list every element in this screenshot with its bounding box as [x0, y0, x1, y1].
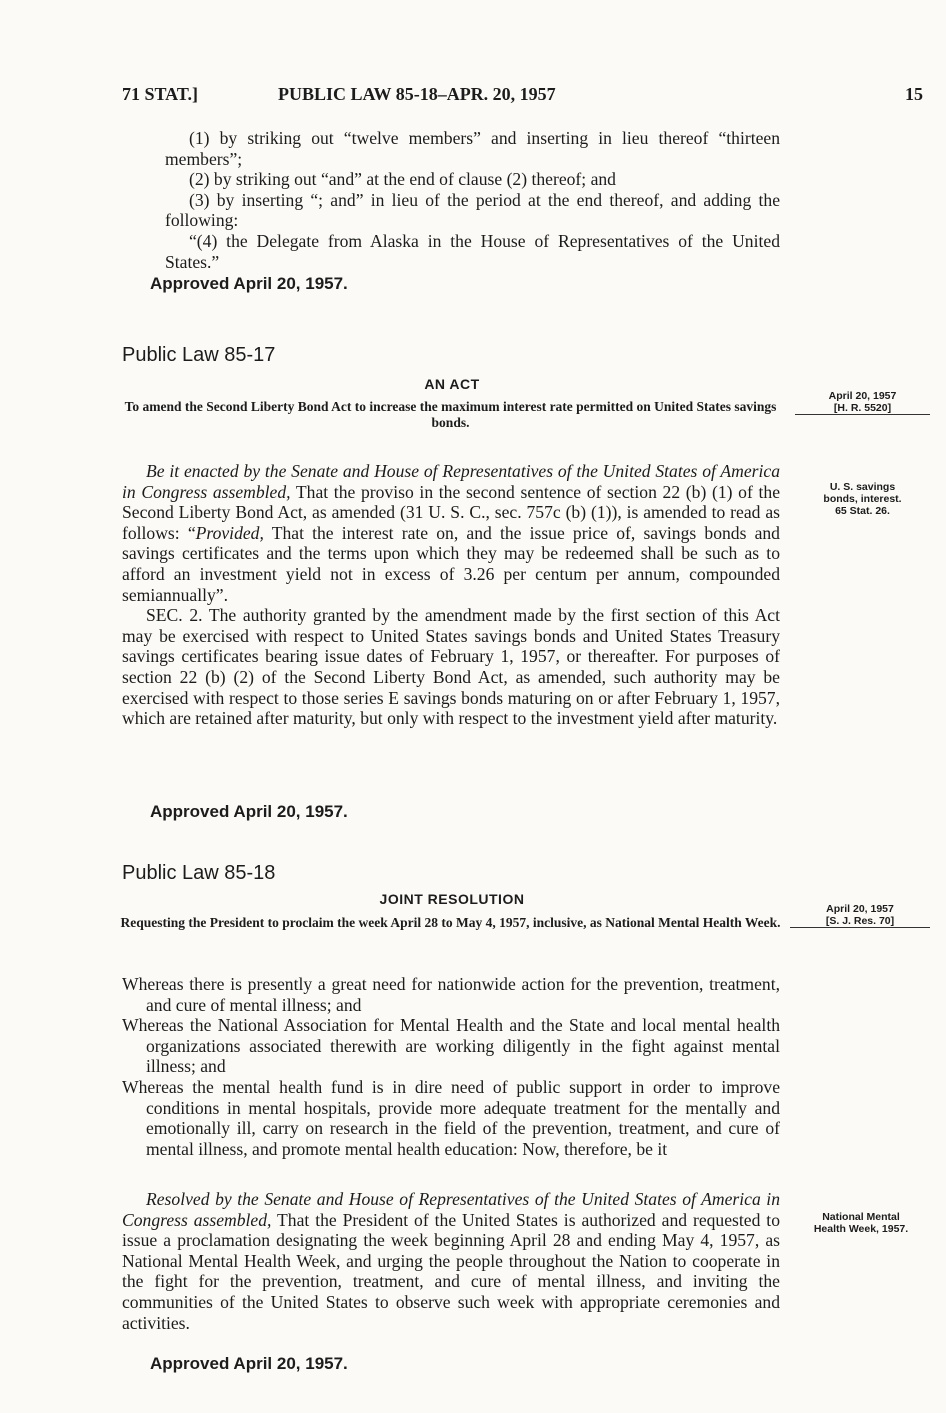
clause-2: (2) by striking out “and” at the end of clause (2) thereof; and: [189, 169, 616, 190]
volume-reference: 71 STAT.]: [122, 84, 199, 104]
margin-bill-number: [S. J. Res. 70]: [825, 915, 895, 927]
resolving-clause: Resolved by the Senate and House of Representatives of the United States of America in Congress assembled, That the President of the United States is authorized and requested to issue a proclamation designating the week beginning April 28 and ending May 4, 1957, as National Mental Health Week, and urging the people throughout the Nation to cooperate in the fight for the prevention, treatment, and cure of mental illness, and inviting the communities of the United States to observe such week with appropriate ceremonies and activities.: [122, 1189, 780, 1333]
running-title: PUBLIC LAW 85-18–APR. 20, 1957: [278, 84, 556, 104]
resolution-title: JOINT RESOLUTION: [379, 891, 525, 907]
clause-4: “(4) the Delegate from Alaska in the House of Representatives of the United States.”: [165, 230, 780, 272]
whereas-clause: Whereas there is presently a great need for nationwide action for the prevention, treatment, and cure of mental illness; and: [122, 974, 780, 1015]
whereas-clause: Whereas the mental health fund is in dire need of public support in order to improve conditions in mental hospitals, provide more adequate treatment for the mentally and emotionally ill, carry on research in the field of the prevention, treatment, and cure of mental illness, and promote mental health education: Now, therefore, be it: [122, 1076, 780, 1159]
law-heading: Public Law 85-18: [122, 862, 276, 884]
clause-3: (3) by inserting “; and” in lieu of the period at the end thereof, and adding the following:: [165, 189, 780, 231]
enacting-paragraph: Be it enacted by the Senate and House of Representatives of the United States of America in Congress assembled, That the proviso in the second sentence of section 22 (b) (1) of the Second Liberty Bond Act, as amended (31 U. S. C., sec. 757c (b) (1)), is amended to read as follows: “Provided, That the interest rate on, and the issue price of, savings bonds and savings certificates and the terms upon which they may be redeemed shall be such as to afford an investment yield not in excess of 3.26 per centum per annum, compounded semiannually”.: [122, 461, 780, 605]
page-number: 15: [905, 84, 923, 104]
act-purpose: To amend the Second Liberty Bond Act to increase the maximum interest rate permitted on United States savings bonds.: [124, 399, 777, 430]
top-section: [165, 128, 780, 272]
margin-subject-note: National Mental Health Week, 1957.: [813, 1211, 909, 1235]
whereas-clauses: [122, 974, 780, 1159]
act-body: [122, 461, 780, 729]
margin-date: April 20, 1957: [826, 903, 894, 915]
approved-line: Approved April 20, 1957.: [150, 802, 348, 821]
clause-1: (1) by striking out “twelve members” and inserting in lieu thereof “thirteen members”;: [165, 128, 780, 169]
margin-bill-number: [H. R. 5520]: [833, 402, 892, 414]
act-title: AN ACT: [424, 376, 480, 392]
margin-date: April 20, 1957: [828, 390, 897, 402]
approved-line: Approved April 20, 1957.: [150, 1354, 348, 1373]
section-2: SEC. 2. The authority granted by the amendment made by the first section of this Act may be exercised with respect to United States savings bonds and United States Treasury savings certificates bearing issue dates of February 1, 1957, or thereafter. For purposes of section 22 (b) (2) of the Second Liberty Bond Act, as amended, such authority may be exercised with respect to those series E savings bonds maturing on or after February 1, 1957, which are retained after maturity, but only with respect to the investment yield after maturity.: [122, 605, 780, 729]
resolution-purpose: Requesting the President to proclaim the week April 28 to May 4, 1957, inclusive, as National Mental Health Week.: [120, 915, 781, 930]
margin-subject-note: U. S. savings bonds, interest. 65 Stat. 26.: [823, 481, 902, 517]
law-heading: Public Law 85-17: [122, 344, 276, 366]
margin-citation: [795, 390, 930, 415]
whereas-clause: Whereas the National Association for Mental Health and the State and local mental health organizations associated therewith are working diligently in the fight against mental illness; and: [122, 1015, 780, 1077]
margin-citation: [790, 903, 930, 928]
approved-line: Approved April 20, 1957.: [150, 274, 348, 293]
